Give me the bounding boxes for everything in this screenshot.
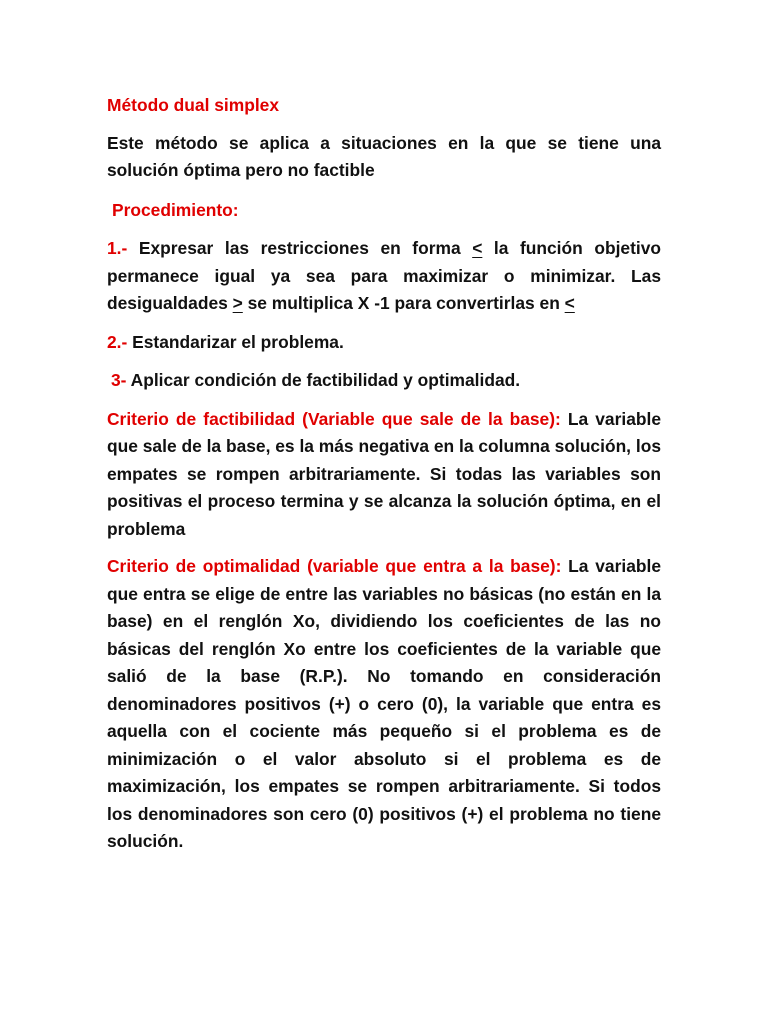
feasibility-criterion-paragraph: [107, 406, 661, 544]
optimality-criterion-text: La variable que entra se elige de entre las variables no básicas (no están en la base) en el renglón Xo, dividiendo los coeficientes de las no básicas del renglón Xo entre los coeficientes de la variable que salió de la base (R.P.). No tomando en consideración denominadores positivos (+) o cero (0), la variable que entra es aquella con el cociente más pequeño si el problema es de minimización o el valor absoluto si el problema es de maximización, los empates se rompen arbitrariamente. Si todos los denominadores son cero (0) positivos (+) el problema no tiene solución.: [107, 556, 661, 851]
step-1-number: 1.-: [107, 238, 128, 258]
step-2-text: Estandarizar el problema.: [127, 331, 344, 352]
step-3-paragraph: [107, 367, 661, 395]
optimality-criterion-heading: Criterio de optimalidad (variable que entra a la base):: [107, 556, 562, 576]
less-equal-symbol: <: [472, 238, 483, 258]
feasibility-criterion-heading: Criterio de factibilidad (Variable que sale de la base):: [107, 408, 561, 429]
step-3-text: Aplicar condición de factibilidad y optimalidad.: [126, 370, 521, 390]
step-1-text-a: Expresar las restricciones en forma: [127, 238, 473, 258]
step-1-text-b: la función objetivo permanece igual ya sea para maximizar o minimizar. Las desigualdades: [107, 238, 661, 313]
procedure-heading: Procedimiento:: [112, 199, 239, 220]
less-equal-symbol-2: <: [564, 293, 575, 313]
document-page: [107, 92, 661, 856]
step-2-number: 2.-: [107, 331, 128, 352]
intro-paragraph: Este método se aplica a situaciones en la que se tiene una solución óptima pero no factible: [107, 132, 661, 180]
step-3-number: 3-: [111, 370, 127, 390]
optimality-criterion-paragraph: [107, 553, 661, 856]
greater-equal-symbol: >: [232, 293, 243, 313]
feasibility-criterion-text: La variable que sale de la base, es la más negativa en la columna solución, los empates se rompen arbitrariamente. Si todas las variables son positivas el proceso termina y se alcanza la solución óptima, en el problema: [107, 408, 661, 539]
step-1-text-c: se multiplica X -1 para convertirlas en: [242, 293, 565, 313]
document-title: Método dual simplex: [107, 95, 279, 115]
step-2-paragraph: [107, 329, 661, 357]
step-1-paragraph: [107, 235, 661, 318]
